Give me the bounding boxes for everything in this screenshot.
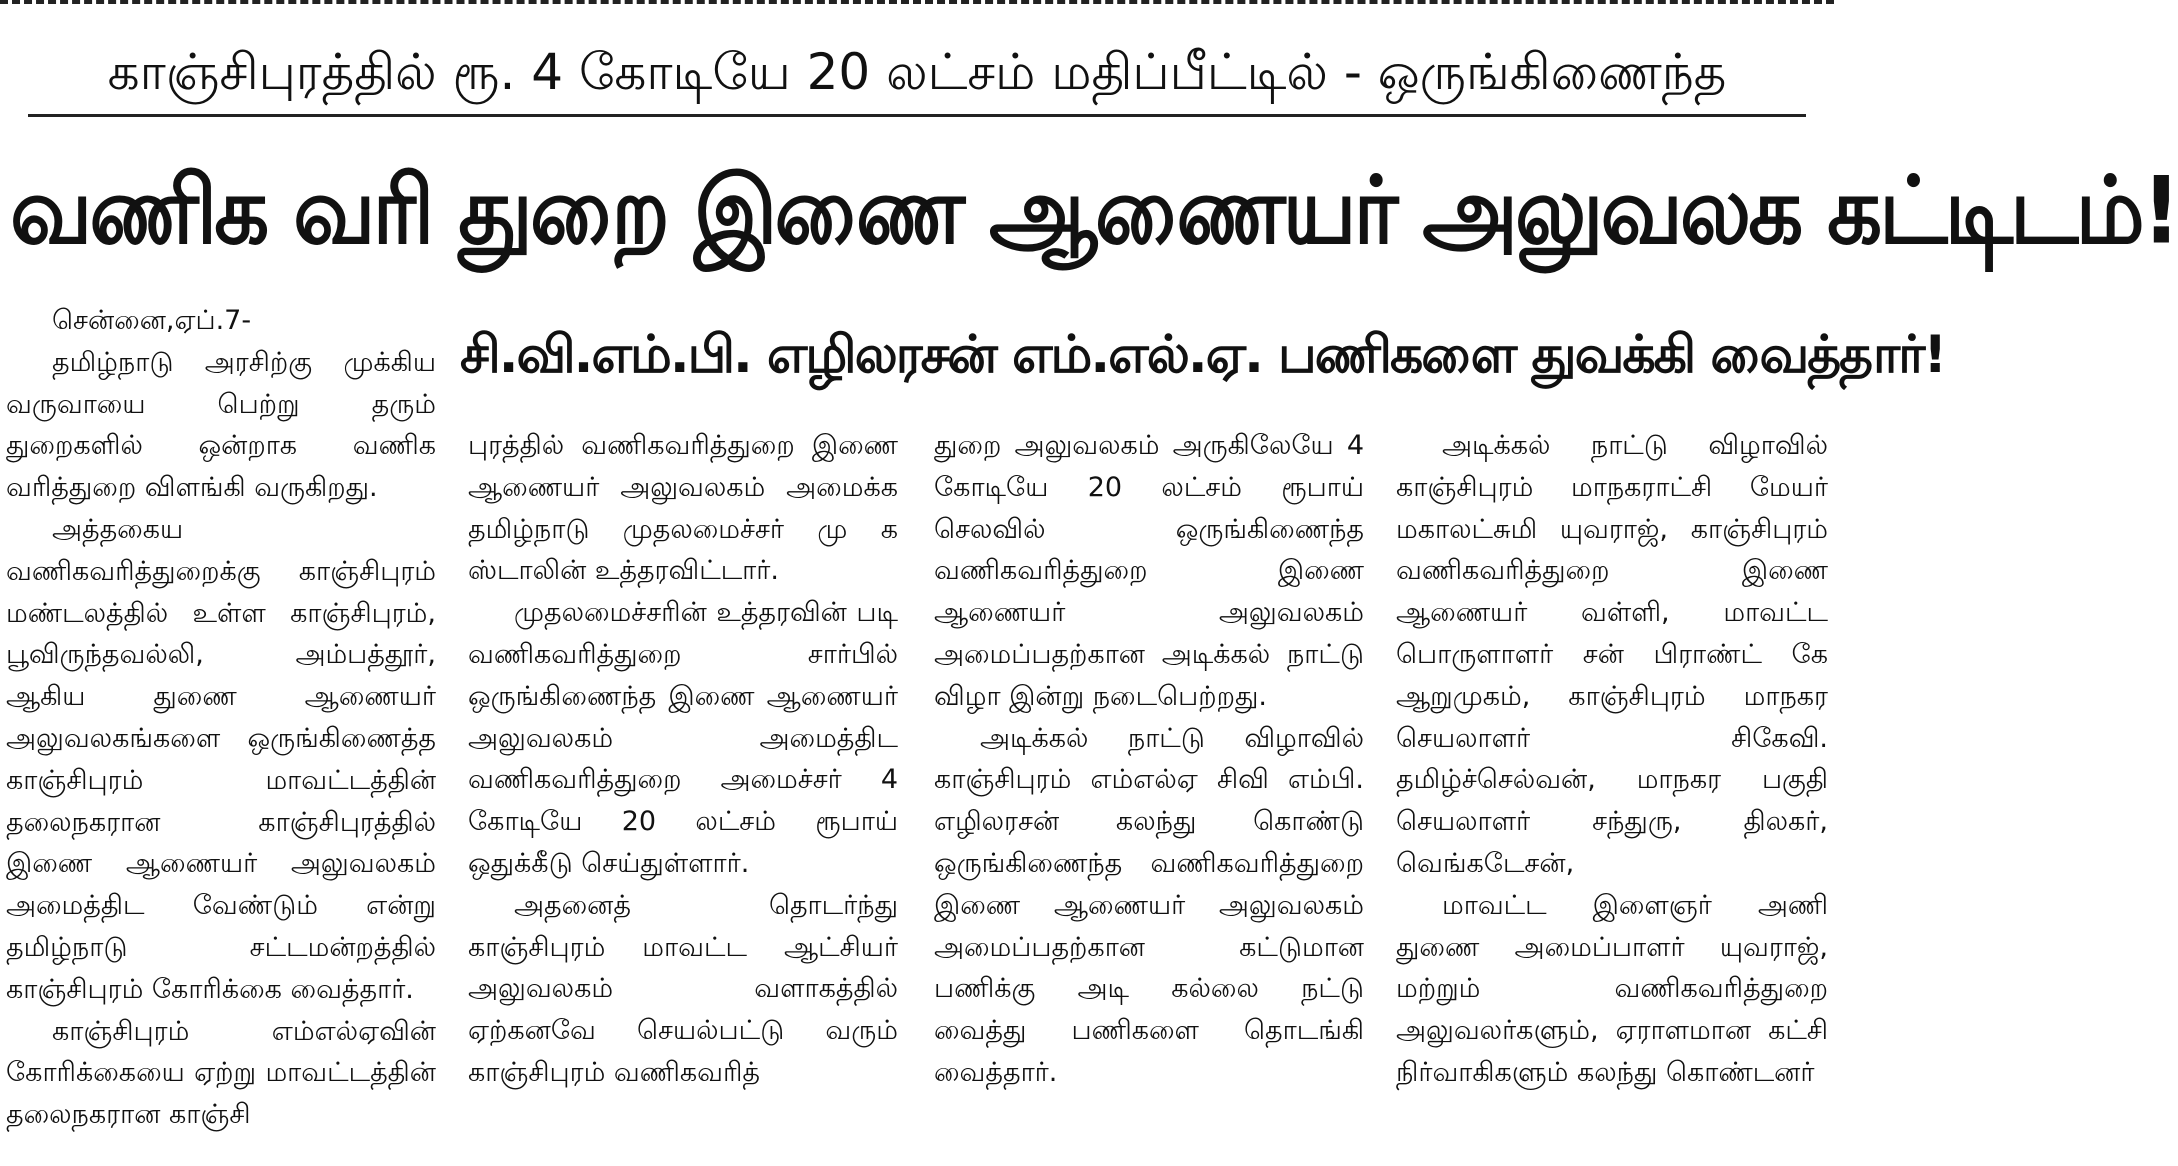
paragraph: அடிக்கல் நாட்டு விழாவில் காஞ்சிபுரம் எம்எல்ஏ சிவி எம்பி. எழிலரசன் கலந்து கொண்டு ஒருங்கிணைந்த வணிகவரித்துறை இணை ஆணையர் அலுவலகம் அமைப்பதற்கான கட்டுமான பணிக்கு அடி கல்லை நட்டு வைத்து பணிகளை தொடங்கி வைத்தார்.: [934, 722, 1364, 1088]
article-column-1: [6, 300, 436, 1162]
paragraph: மாவட்ட இளைஞர் அணி துணை அமைப்பாளர் யுவராஜ், மற்றும் வணிகவரித்துறை அலுவலர்களும், ஏராளமான கட்சி நிர்வாகிகளும் கலந்து கொண்டனர்: [1396, 889, 1828, 1088]
paragraph: தமிழ்நாடு அரசிற்கு முக்கிய வருவாயை பெற்று தரும் துறைகளில் ஒன்றாக வணிக வரித்துறை விளங்கி வருகிறது.: [6, 346, 436, 504]
subheadline: சி.வி.எம்.பி. எழிலரசன் எம்.எல்.ஏ. பணிகளை துவக்கி வைத்தார்!: [460, 325, 1946, 385]
article-column-4: [1396, 425, 1828, 1162]
paragraph: புரத்தில் வணிகவரித்துறை இணை ஆணையர் அலுவலகம் அமைக்க தமிழ்நாடு முதலமைச்சர் மு க ஸ்டாலின் உத்தரவிட்டார்.: [468, 430, 898, 587]
paragraph: அதனைத் தொடர்ந்து காஞ்சிபுரம் மாவட்ட ஆட்சியர் அலுவலகம் வளாகத்தில் ஏற்கனவே செயல்பட்டு வரும் காஞ்சிபுரம் வணிகவரித்: [468, 889, 898, 1088]
kicker-divider: [28, 114, 1806, 117]
headline: வணிக வரி துறை இணை ஆணையர் அலுவலக கட்டிடம்!: [10, 157, 2178, 265]
kicker-line: காஞ்சிபுரத்தில் ரூ. 4 கோடியே 20 லட்சம் மதிப்பீட்டில் - ஒருங்கிணைந்த: [107, 43, 1727, 101]
paragraph: அடிக்கல் நாட்டு விழாவில் காஞ்சிபுரம் மாநகராட்சி மேயர் மகாலட்சுமி யுவராஜ், காஞ்சிபுரம் வணிகவரித்துறை இணை ஆணையர் வள்ளி, மாவட்ட பொருளாளர் சன் பிராண்ட் கே ஆறுமுகம், காஞ்சிபுரம் மாநகர செயலாளர் சிகேவி. தமிழ்ச்செல்வன், மாநகர பகுதி செயலாளர் சந்துரு, திலகர், வெங்கடேசன்,: [1396, 430, 1828, 879]
top-dashed-rule: [0, 0, 1834, 12]
paragraph: துறை அலுவலகம் அருகிலேயே 4 கோடியே 20 லட்சம் ரூபாய் செலவில் ஒருங்கிணைந்த வணிகவரித்துறை இணை ஆணையர் அலுவலகம் அமைப்பதற்கான அடிக்கல் நாட்டு விழா இன்று நடைபெற்றது.: [934, 430, 1364, 712]
article-column-2: [468, 425, 898, 1162]
dateline: சென்னை,ஏப்.7-: [52, 305, 252, 336]
paragraph: முதலமைச்சரின் உத்தரவின் படி வணிகவரித்துறை சார்பில் ஒருங்கிணைந்த இணை ஆணையர் அலுவலகம் அமைத்திட வணிகவரித்துறை அமைச்சர் 4 கோடியே 20 லட்சம் ரூபாய் ஒதுக்கீடு செய்துள்ளார்.: [468, 597, 898, 879]
article-column-3: [934, 425, 1364, 1162]
paragraph: காஞ்சிபுரம் எம்எல்ஏவின் கோரிக்கையை ஏற்று மாவட்டத்தின் தலைநகரான காஞ்சி: [6, 1015, 436, 1131]
paragraph: அத்தகைய வணிகவரித்துறைக்கு காஞ்சிபுரம் மண்டலத்தில் உள்ள காஞ்சிபுரம், பூவிருந்தவல்லி, அம்பத்தூர், ஆகிய துணை ஆணையர் அலுவலகங்களை ஒருங்கிணைத்த காஞ்சிபுரம் மாவட்டத்தின் தலைநகரான காஞ்சிபுரத்தில் இணை ஆணையர் அலுவலகம் அமைத்திட வேண்டும் என்று தமிழ்நாடு சட்டமன்றத்தில் காஞ்சிபுரம் கோரிக்கை வைத்தார்.: [6, 513, 436, 1005]
